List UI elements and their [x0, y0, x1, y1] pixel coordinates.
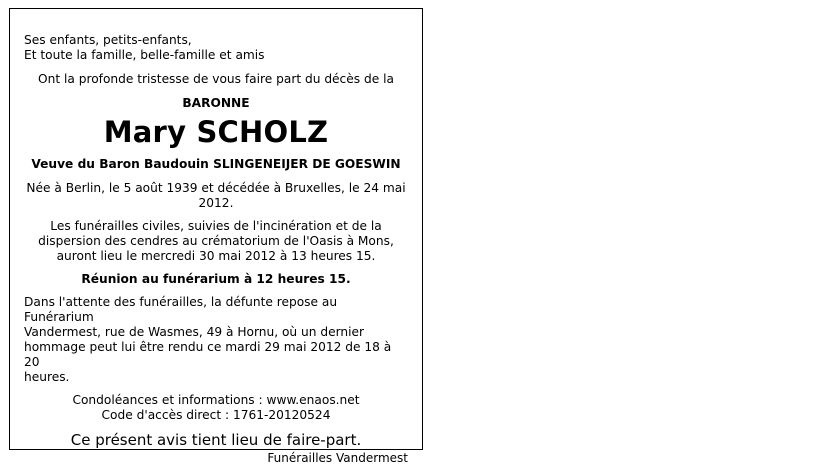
resting-line: hommage peut lui être rendu ce mardi 29 mai 2012 de 18 à 20 [24, 340, 392, 369]
deceased-title: BARONNE [182, 96, 250, 110]
resting-line: heures. [24, 370, 70, 384]
access-code-line: Code d'accès direct : 1761-20120524 [101, 408, 331, 422]
funeral-home-signature: Funérailles Vandermest [267, 451, 408, 465]
resting-line: Dans l'attente des funérailles, la défunte repose au Funérarium [24, 295, 338, 324]
intro-line: Ses enfants, petits-enfants, [24, 33, 192, 47]
birth-death-line: Née à Berlin, le 5 août 1939 et décédée à Bruxelles, le 24 mai [26, 181, 406, 195]
birth-death-line: 2012. [198, 196, 234, 210]
funeral-line: dispersion des cendres au crématorium de l'Oasis à Mons, [38, 234, 394, 248]
contact-block [24, 393, 408, 423]
obituary-notice [9, 8, 423, 465]
resting-place-block [24, 295, 408, 385]
funeral-block [24, 219, 408, 264]
intro-line: Et toute la famille, belle-famille et amis [24, 48, 265, 62]
funeral-line: Les funérailles civiles, suivies de l'incinération et de la [50, 219, 382, 233]
funeral-line: auront lieu le mercredi 30 mai 2012 à 13 heures 15. [56, 249, 376, 263]
condolences-line: Condoléances et informations : www.enaos.net [72, 393, 360, 407]
resting-line: Vandermest, rue de Wasmes, 49 à Hornu, où un dernier [24, 325, 364, 339]
reunion-line: Réunion au funérarium à 12 heures 15. [81, 272, 351, 286]
birth-death-block [24, 181, 408, 211]
faire-part-note: Ce présent avis tient lieu de faire-part. [70, 431, 362, 449]
announcement-text: Ont la profonde tristesse de vous faire part du décès de la [38, 72, 394, 86]
intro-block [24, 33, 408, 63]
deceased-name: Mary SCHOLZ [103, 115, 329, 149]
widow-of-line: Veuve du Baron Baudouin SLINGENEIJER DE GOESWIN [31, 157, 401, 171]
